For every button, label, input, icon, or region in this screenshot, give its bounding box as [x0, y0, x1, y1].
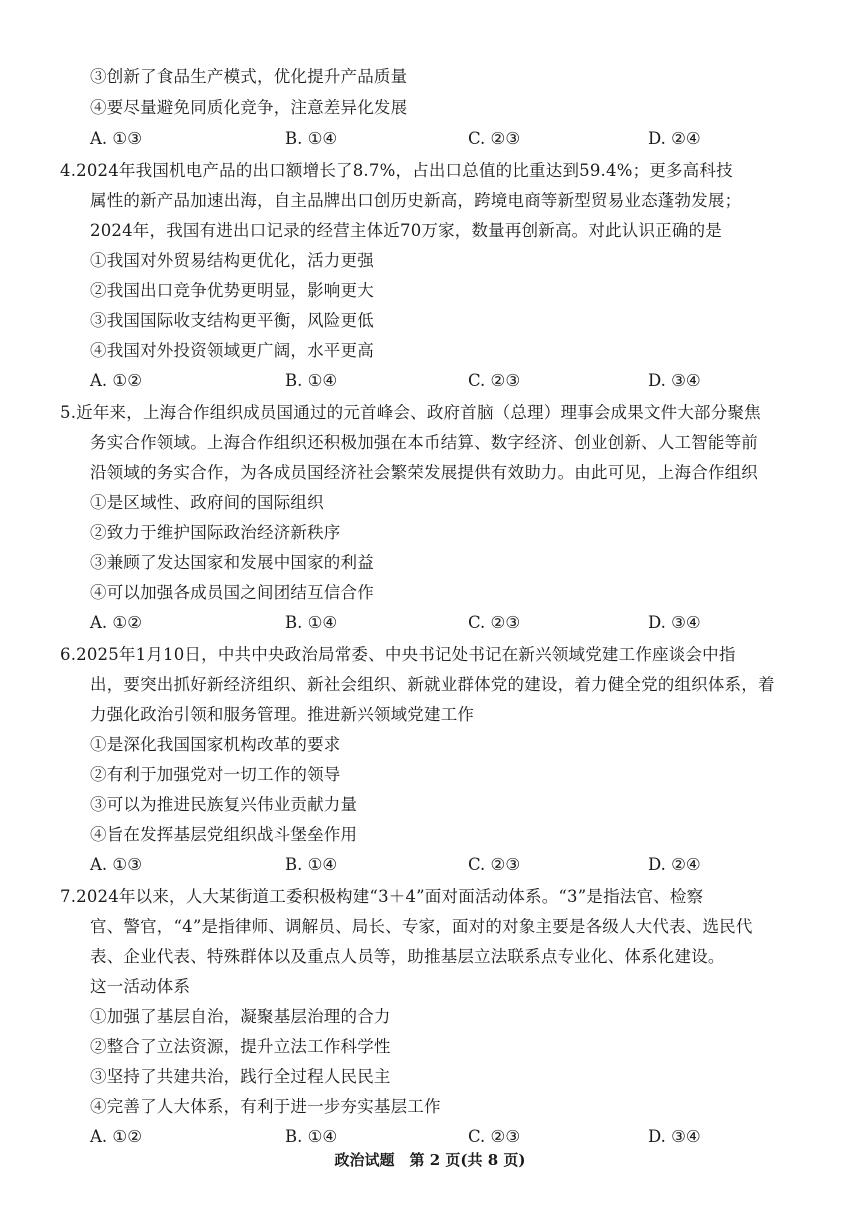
page-footer: 政治试题 第 2 页(共 8 页) — [334, 1151, 526, 1169]
q5-option-4: ④可以加强各成员国之间团结互信合作 — [90, 583, 374, 602]
q6-stem-line-3: 力强化政治引领和服务管理。推进新兴领域党建工作 — [90, 705, 475, 724]
q4-choices — [90, 366, 830, 396]
q3-choice-d: D. ②④ — [648, 129, 701, 148]
q4-stem-line-3: 2024年，我国有进出口记录的经营主体近70万家，数量再创新高。对此认识正确的是 — [90, 221, 722, 240]
q5-choice-c: C. ②③ — [468, 613, 521, 632]
q7-option-4: ④完善了人大体系，有利于进一步夯实基层工作 — [90, 1097, 441, 1116]
q5-stem-line-2: 务实合作领域。上海合作组织还积极加强在本币结算、数字经济、创业创新、人工智能等前 — [90, 433, 758, 452]
q7-option-2: ②整合了立法资源，提升立法工作科学性 — [90, 1037, 391, 1056]
q5-option-1: ①是区域性、政府间的国际组织 — [90, 493, 324, 512]
q7-stem-line-2: 官、警官，“4”是指律师、调解员、局长、专家，面对的对象主要是各级人大代表、选民代 — [90, 917, 753, 936]
q7-option-3: ③坚持了共建共治，践行全过程人民民主 — [90, 1067, 391, 1086]
q4-stem-line-2: 属性的新产品加速出海，自主品牌出口创历史新高，跨境电商等新型贸易业态蓬勃发展； — [90, 191, 742, 210]
q6-choice-a: A. ①③ — [90, 855, 142, 874]
q6-choice-d: D. ②④ — [648, 855, 701, 874]
q7-choice-b: B. ①④ — [285, 1127, 338, 1146]
q6-option-4: ④旨在发挥基层党组织战斗堡垒作用 — [90, 825, 358, 844]
q5-choice-d: D. ③④ — [648, 613, 701, 632]
q6-option-1: ①是深化我国国家机构改革的要求 — [90, 735, 341, 754]
q7-choice-d: D. ③④ — [648, 1127, 701, 1146]
q5-stem-line-3: 沿领域的务实合作，为各成员国经济社会繁荣发展提供有效助力。由此可见，上海合作组织 — [90, 463, 758, 482]
q4-option-1: ①我国对外贸易结构更优化，活力更强 — [90, 251, 374, 270]
q4-stem-line-1: 4.2024年我国机电产品的出口额增长了8.7%，占出口总值的比重达到59.4%；更多高科技 — [60, 161, 733, 180]
q4-option-4: ④我国对外投资领域更广阔，水平更高 — [90, 341, 374, 360]
q3-choices — [90, 124, 830, 154]
q4-choice-d: D. ③④ — [648, 371, 701, 390]
q6-choice-b: B. ①④ — [285, 855, 338, 874]
q5-choice-a: A. ①② — [90, 613, 142, 632]
q5-option-3: ③兼顾了发达国家和发展中国家的利益 — [90, 553, 374, 572]
q6-stem-line-2: 出，要突出抓好新经济组织、新社会组织、新就业群体党的建设，着力健全党的组织体系，着 — [90, 675, 775, 694]
q7-choice-c: C. ②③ — [468, 1127, 521, 1146]
q6-choice-c: C. ②③ — [468, 855, 521, 874]
q6-option-2: ②有利于加强党对一切工作的领导 — [90, 765, 341, 784]
q5-choice-b: B. ①④ — [285, 613, 338, 632]
q3-choice-b: B. ①④ — [285, 129, 338, 148]
q4-choice-c: C. ②③ — [468, 371, 521, 390]
q7-stem-line-1: 7.2024年以来，人大某街道工委积极构建“3＋4”面对面活动体系。“3”是指法官、检察 — [60, 887, 704, 906]
q7-stem-line-4: 这一活动体系 — [90, 977, 191, 996]
q7-option-1: ①加强了基层自治，凝聚基层治理的合力 — [90, 1007, 391, 1026]
q6-choices — [90, 850, 830, 880]
q3-option-3: ③创新了食品生产模式，优化提升产品质量 — [90, 67, 408, 86]
q4-choice-b: B. ①④ — [285, 371, 338, 390]
q4-option-3: ③我国国际收支结构更平衡，风险更低 — [90, 311, 374, 330]
q5-choices — [90, 608, 830, 638]
q4-choice-a: A. ①② — [90, 371, 142, 390]
q5-stem-line-1: 5.近年来，上海合作组织成员国通过的元首峰会、政府首脑（总理）理事会成果文件大部分聚焦 — [60, 403, 761, 422]
q3-choice-a: A. ①③ — [90, 129, 142, 148]
q7-choice-a: A. ①② — [90, 1127, 142, 1146]
q3-choice-c: C. ②③ — [468, 129, 521, 148]
q6-stem-line-1: 6.2025年1月10日，中共中央政治局常委、中央书记处书记在新兴领域党建工作座谈会中指 — [60, 645, 736, 664]
q7-stem-line-3: 表、企业代表、特殊群体以及重点人员等，助推基层立法联系点专业化、体系化建设。 — [90, 947, 725, 966]
q4-option-2: ②我国出口竞争优势更明显，影响更大 — [90, 281, 374, 300]
q3-option-4: ④要尽量避免同质化竞争，注意差异化发展 — [90, 98, 408, 117]
q5-option-2: ②致力于维护国际政治经济新秩序 — [90, 523, 341, 542]
q6-option-3: ③可以为推进民族复兴伟业贡献力量 — [90, 795, 358, 814]
